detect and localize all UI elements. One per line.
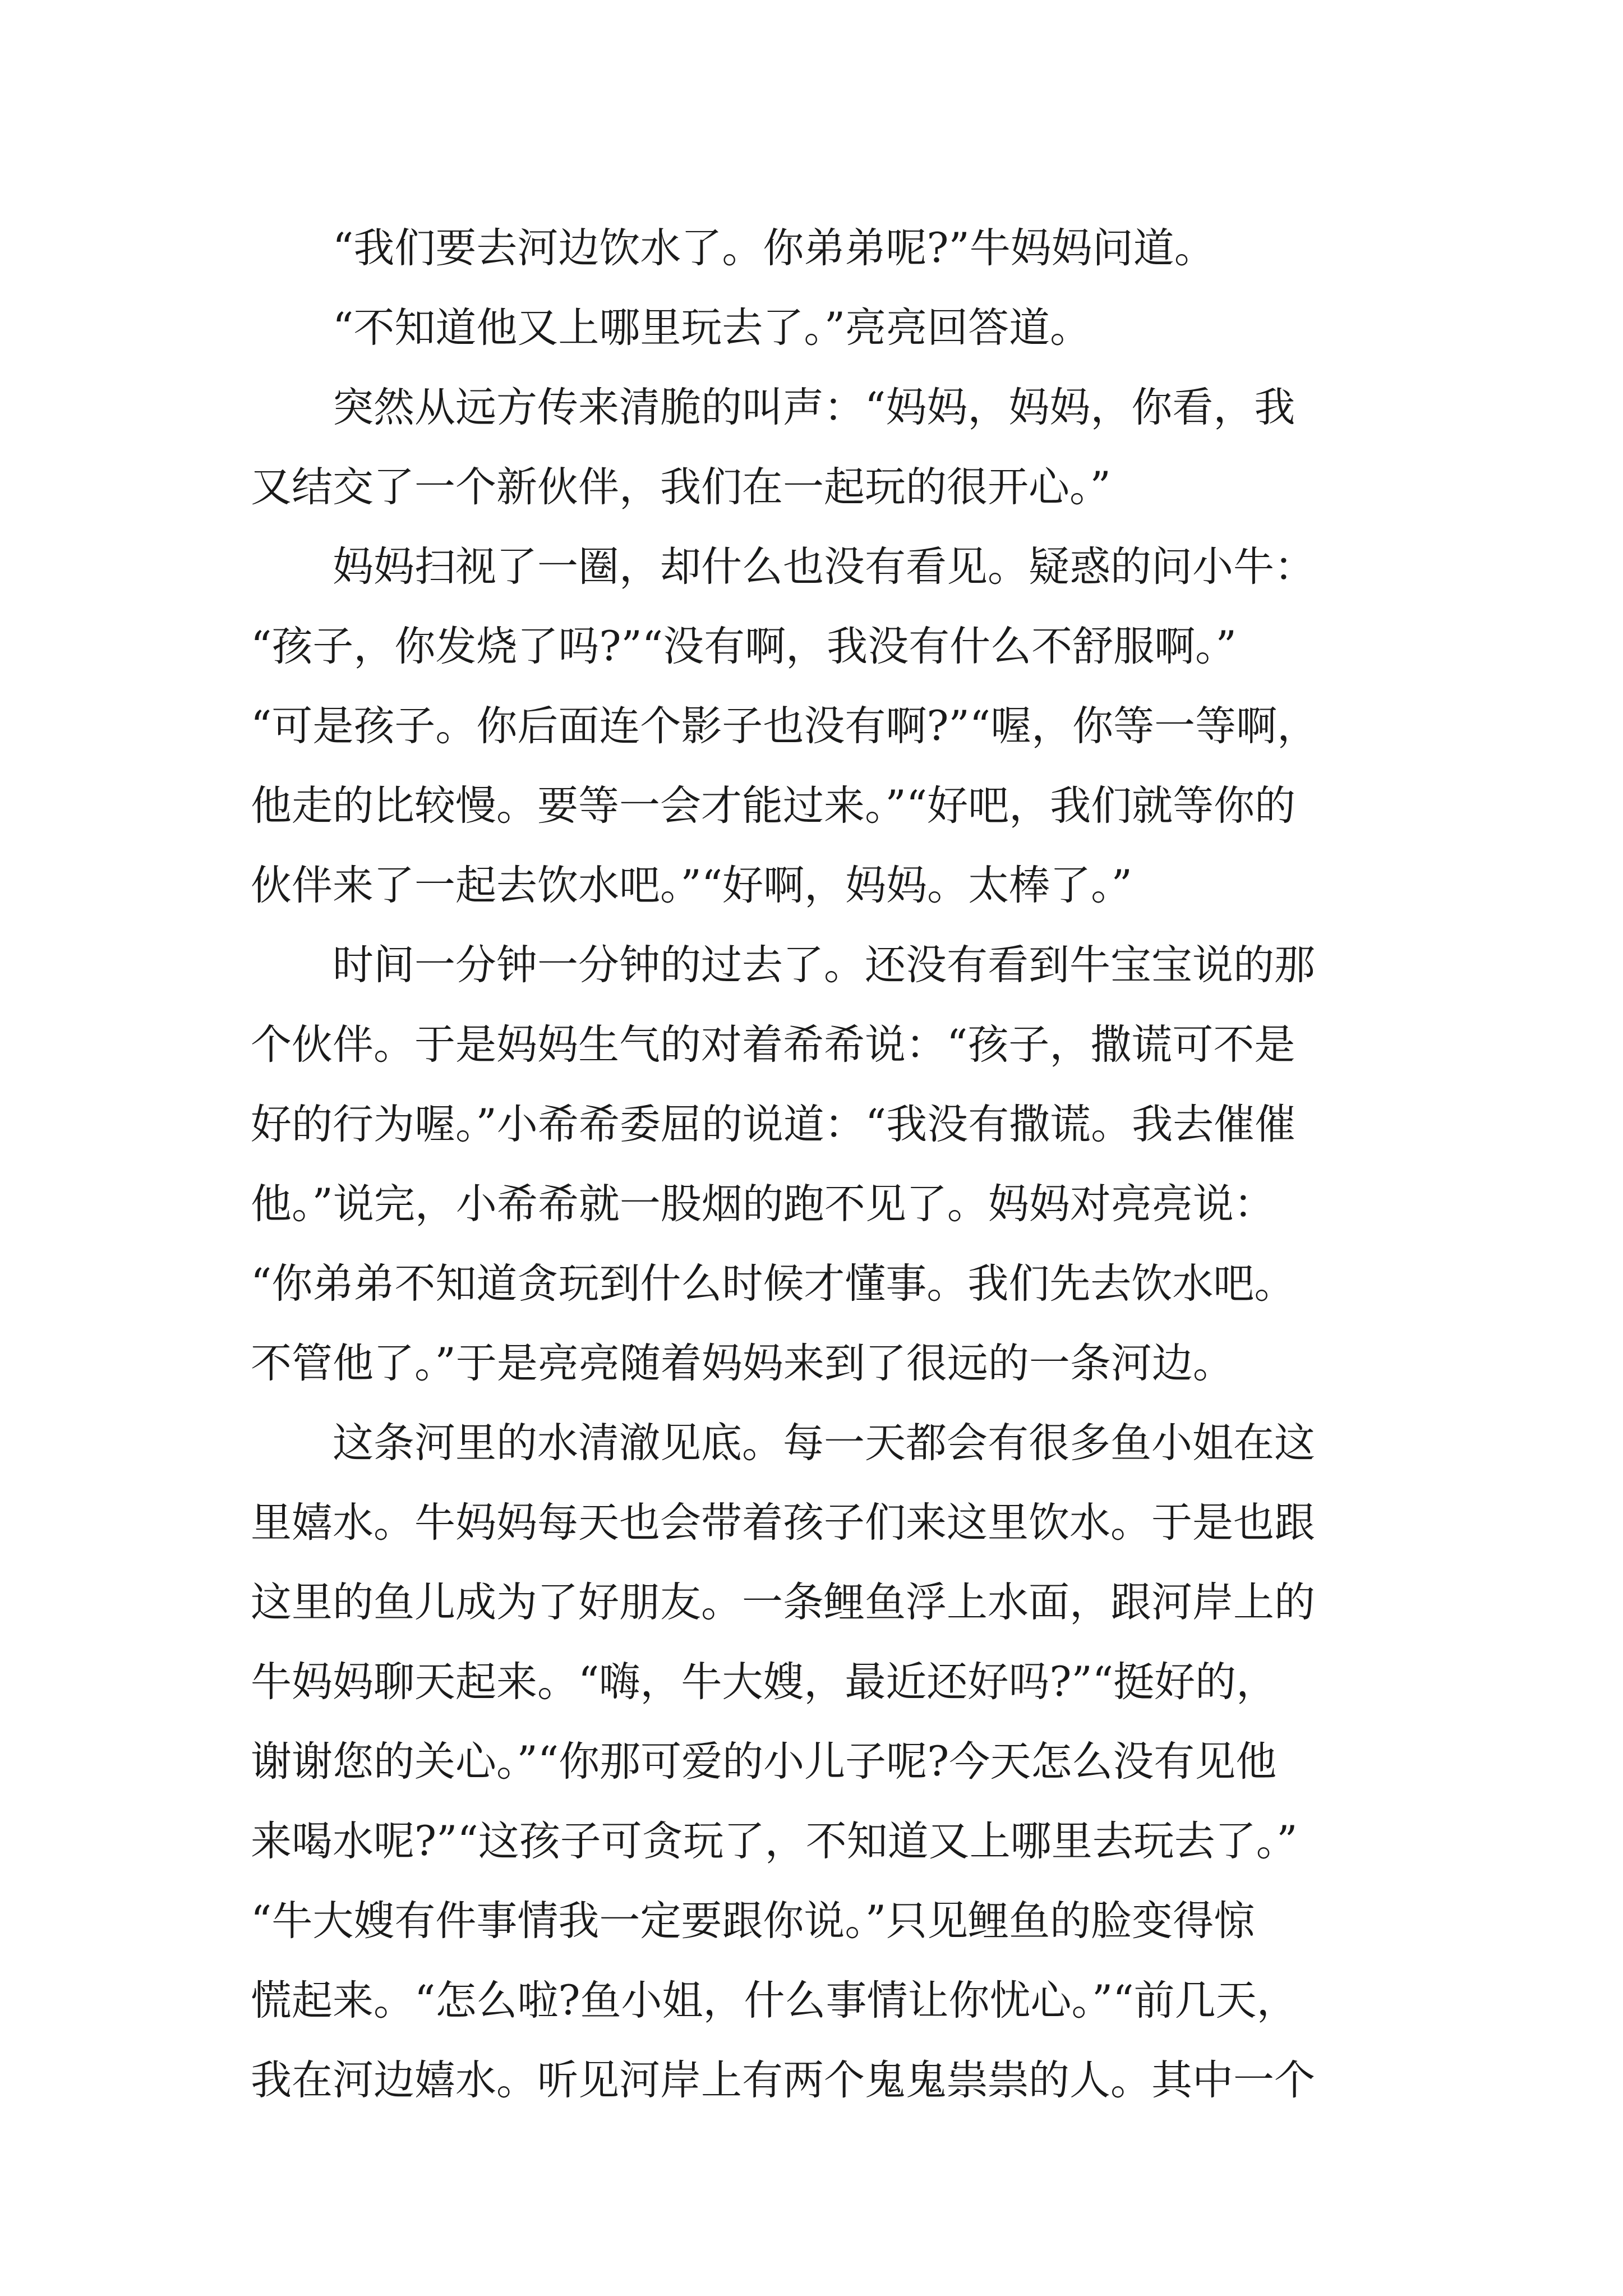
text-line: “不知道他又上哪里玩去了。”亮亮回答道。	[251, 304, 1091, 352]
text-line: 他。”说完，小希希就一股烟的跑不见了。妈妈对亮亮说：	[251, 1180, 1275, 1228]
text-line: 不管他了。”于是亮亮随着妈妈来到了很远的一条河边。	[251, 1340, 1234, 1387]
text-line: “孩子，你发烧了吗?”“没有啊，我没有什么不舒服啊。”	[251, 623, 1237, 670]
text-line: 时间一分钟一分钟的过去了。还没有看到牛宝宝说的那	[251, 941, 1315, 989]
text-line: 牛妈妈聊天起来。“嗨，牛大嫂，最近还好吗?”“挺好的，	[251, 1658, 1278, 1706]
text-line: “牛大嫂有件事情我一定要跟你说。”只见鲤鱼的脸变得惊	[251, 1897, 1255, 1945]
text-line: 慌起来。“怎么啦?鱼小姐，什么事情让你忧心。”“前几天，	[251, 1977, 1298, 2024]
text-line: 又结交了一个新伙伴，我们在一起玩的很开心。”	[251, 463, 1111, 511]
text-line: “我们要去河边饮水了。你弟弟呢?”牛妈妈问道。	[251, 224, 1215, 272]
text-line: 来喝水呢?”“这孩子可贪玩了，不知道又上哪里去玩去了。”	[251, 1818, 1298, 1865]
text-line: 谢谢您的关心。”“你那可爱的小儿子呢?今天怎么没有见他	[251, 1738, 1277, 1786]
text-line: 好的行为喔。”小希希委屈的说道：“我没有撒谎。我去催催	[251, 1101, 1296, 1148]
text-line: “你弟弟不知道贪玩到什么时候才懂事。我们先去饮水吧。	[251, 1260, 1295, 1308]
text-line: “可是孩子。你后面连个影子也没有啊?”“喔，你等一等啊，	[251, 702, 1318, 750]
text-line: 突然从远方传来清脆的叫声：“妈妈，妈妈，你看，我	[251, 384, 1295, 431]
text-line: 这条河里的水清澈见底。每一天都会有很多鱼小姐在这	[251, 1419, 1315, 1467]
text-line: 妈妈扫视了一圈，却什么也没有看见。疑惑的问小牛：	[251, 543, 1315, 591]
text-line: 里嬉水。牛妈妈每天也会带着孩子们来这里饮水。于是也跟	[251, 1499, 1315, 1547]
text-line: 他走的比较慢。要等一会才能过来。”“好吧，我们就等你的	[251, 782, 1296, 830]
text-line: 我在河边嬉水。听见河岸上有两个鬼鬼祟祟的人。其中一个	[251, 2056, 1315, 2104]
text-line: 伙伴来了一起去饮水吧。”“好啊，妈妈。太棒了。”	[251, 862, 1132, 909]
story-text	[251, 209, 1428, 2120]
text-line: 这里的鱼儿成为了好朋友。一条鲤鱼浮上水面，跟河岸上的	[251, 1579, 1315, 1626]
text-line: 个伙伴。于是妈妈生气的对着希希说：“孩子，撒谎可不是	[251, 1021, 1295, 1069]
